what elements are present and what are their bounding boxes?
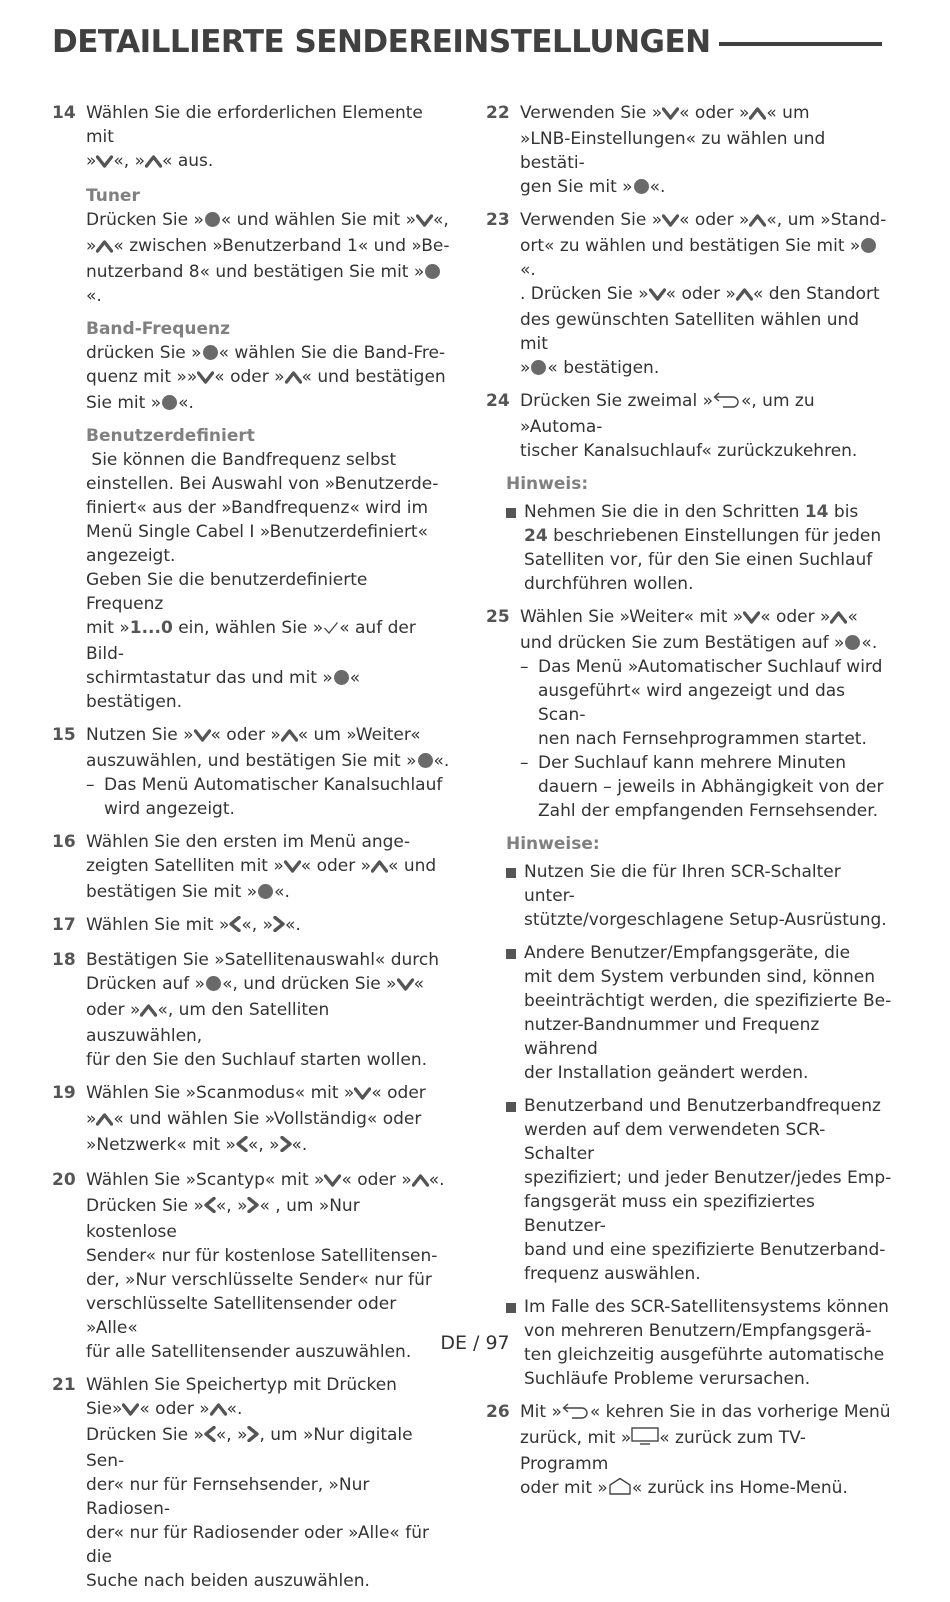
square-bullet-icon [506, 1303, 516, 1313]
ok-button-icon [425, 264, 440, 279]
chevron-right-icon [280, 1135, 292, 1159]
dash-item: – Das Menü »Automatischer Suchlauf wird ausgeführt« wird angezeigt und das Scan- nen nach Fernsehprogrammen startet. [520, 657, 883, 749]
chevron-left-icon [204, 1196, 216, 1220]
chevron-up-icon [736, 284, 753, 308]
step-14: 14 Wählen Sie die erforderlichen Elemente mit » «, » « aus. Tuner Drücken Sie » « und wählen Sie mit » «, » « zwischen »Benutzerband 1« und »Be- nutzerband 8« und bestätigen Sie mit »«. Band-Frequenz drücken Sie » « wählen Sie die Band-Fre- quenz mit »» « oder » « und bestätigen Sie mit » «. Benutzerdefiniert Sie können die Bandfrequenz selbst einstellen. Bei Auswahl von »Benutzerde- finiert« aus der »Bandfrequenz« wird im Menü Single Cabel I »Benutzerdefiniert« angezeigt. Geben Sie die benutzerdefinierte Frequenz mit »1...0 ein, wählen Sie » « auf der Bild- schirmtastatur das und mit » « bestätigen. [52, 103, 450, 712]
chevron-up-icon [210, 1399, 227, 1423]
step-number: 21 [52, 1375, 76, 1395]
note-bullet: Benutzerband und Benutzerbandfrequenz werden auf dem verwendeten SCR-Schalter spezifiziert; und jeder Benutzer/jedes Emp- fangsgerät muss ein spezifiziertes Benutzer- band und eine spezifizierte Benutzerband- frequenz auswählen. [506, 1094, 892, 1286]
home-icon [608, 1477, 632, 1502]
chevron-right-icon [247, 1425, 259, 1449]
ok-button-icon [531, 360, 546, 375]
step-number: 22 [486, 103, 510, 123]
chevron-down-icon [324, 1170, 341, 1194]
chevron-down-icon [649, 284, 666, 308]
subheading-custom: Benutzerdefiniert [86, 426, 255, 446]
step-number: 18 [52, 950, 76, 970]
square-bullet-icon [506, 1102, 516, 1112]
ok-button-icon [205, 212, 220, 227]
ok-button-icon [418, 753, 433, 768]
tuner-section: Tuner Drücken Sie » « und wählen Sie mit » «, » « zwischen »Benutzerband 1« und »Be- nutzerband 8« und bestätigen Sie mit »«. [86, 186, 450, 306]
ok-button-icon [334, 670, 349, 685]
chevron-down-icon [743, 607, 760, 631]
note-bullet: Nehmen Sie die in den Schritten 14 bis 24 beschriebenen Einstellungen für jeden Satelliten vor, für den Sie einen Suchlauf durchführen wollen. [506, 500, 892, 596]
chevron-up-icon [96, 1109, 113, 1133]
chevron-down-icon [397, 974, 414, 998]
step-number: 23 [486, 210, 510, 230]
step-20: 20 Wählen Sie »Scantyp« mit » « oder » «. Drücken Sie » «, » « , um »Nur kostenlose Sender« nur für kostenlose Satellitensen- der, »Nur verschlüsselte Sender« nur für verschlüsselte Satellitensender oder »Alle« für alle Satellitensender auszuwählen. [52, 1170, 445, 1362]
notes-box [506, 832, 892, 1391]
chevron-up-icon [140, 1000, 157, 1024]
step-number: 17 [52, 915, 76, 935]
step-16: 16 Wählen Sie den ersten im Menü ange- zeigten Satelliten mit » « oder » « und bestätigen Sie mit » «. [52, 832, 437, 902]
tv-icon [631, 1427, 659, 1452]
step-number: 26 [486, 1402, 510, 1422]
chevron-down-icon [662, 103, 679, 127]
chevron-up-icon [371, 856, 388, 880]
chevron-down-icon [197, 367, 214, 391]
heading-rule [719, 42, 882, 46]
step-19: 19 Wählen Sie »Scanmodus« mit » « oder » « und wählen Sie »Vollständig« oder »Netzwerk« mit » «, » «. [52, 1081, 450, 1159]
step-number: 25 [486, 607, 510, 627]
step-18: 18 Bestätigen Sie »Satellitenauswahl« durch Drücken auf » «, und drücken Sie » « oder » «, um den Satelliten auszuwählen, für den Sie den Suchlauf starten wollen. [52, 950, 440, 1070]
page-heading [52, 20, 882, 64]
step-number: 15 [52, 725, 76, 745]
chevron-down-icon [354, 1083, 371, 1107]
chevron-up-icon [285, 367, 302, 391]
notes-heading: Hinweise: [506, 834, 600, 854]
chevron-up-icon [749, 103, 766, 127]
chevron-down-icon [662, 210, 679, 234]
subheading-band-frequency: Band-Frequenz [86, 319, 230, 339]
note-bullet: Nutzen Sie die für Ihren SCR-Schalter unter- stützte/vorgeschlagene Setup-Ausrüstung. [506, 860, 892, 932]
ok-button-icon [845, 635, 860, 650]
chevron-down-icon [284, 856, 301, 880]
custom-section: Benutzerdefiniert Sie können die Bandfrequenz selbst einstellen. Bei Auswahl von »Benutzerde- finiert« aus der »Bandfrequenz« wird im Menü Single Cabel I »Benutzerdefiniert« angezeigt. Geben Sie die benutzerdefinierte Frequenz mit »1...0 ein, wählen Sie » « auf der Bild- schirmtastatur das und mit » « bestätigen. [86, 424, 450, 714]
step-24: 24 Drücken Sie zweimal » «, um zu »Automa- tischer Kanalsuchlauf« zurückzukehren. [486, 391, 858, 461]
chevron-down-icon [96, 151, 113, 175]
step-17: 17 Wählen Sie mit » «, » «. [52, 913, 450, 939]
chevron-up-icon [749, 210, 766, 234]
step-25: 25 Wählen Sie »Weiter« mit » « oder » « und drücken Sie zum Bestätigen auf » «. – Das Menü »Automatischer Suchlauf wird ausgeführt« wird angezeigt und das Scan- nen nach Fernsehprogrammen startet. – Der Suchlauf kann mehrere Minuten dauern – jeweils in Abhängigkeit von der Zahl der empfangenden Fernsehsender. [486, 605, 892, 823]
subheading-tuner: Tuner [86, 186, 140, 206]
ok-button-icon [258, 884, 273, 899]
step-number: 20 [52, 1170, 76, 1190]
step-number: 24 [486, 391, 510, 411]
chevron-up-icon [412, 1170, 429, 1194]
note-box [506, 472, 892, 596]
step-number: 16 [52, 832, 76, 852]
back-arrow-icon [713, 391, 741, 415]
chevron-left-icon [236, 1135, 248, 1159]
step-number: 19 [52, 1083, 76, 1103]
dash-item: – Der Suchlauf kann mehrere Minuten dauern – jeweils in Abhängigkeit von der Zahl der empfangenden Fernsehsender. [520, 753, 884, 821]
right-column [486, 101, 892, 1511]
page-title: DETAILLIERTE SENDEREINSTELLUNGEN [52, 24, 711, 60]
chevron-up-icon [281, 725, 298, 749]
chevron-up-icon [145, 151, 162, 175]
chevron-right-icon [273, 915, 285, 939]
chevron-down-icon [194, 725, 211, 749]
check-mark-icon [323, 618, 339, 642]
step-22: 22 Verwenden Sie » « oder » « um »LNB-Einstellungen« zu wählen und bestäti- gen Sie mit » «. [486, 103, 826, 197]
step-number: 14 [52, 103, 76, 123]
ok-button-icon [203, 345, 218, 360]
chevron-up-icon [830, 607, 847, 631]
step-21: 21 Wählen Sie Speichertyp mit Drücken Sie» « oder » «. Drücken Sie » «, » , um »Nur digitale Sen- der« nur für Fernsehsender, »Nur Radiosen- der« nur für Radiosender oder »Alle« für die Suche nach beiden auszuwählen. [52, 1375, 429, 1591]
back-arrow-icon [562, 1402, 590, 1426]
chevron-left-icon [229, 915, 241, 939]
square-bullet-icon [506, 508, 516, 518]
chevron-down-icon [122, 1399, 139, 1423]
square-bullet-icon [506, 868, 516, 878]
chevron-down-icon [416, 210, 433, 234]
page-number: DE / 97 [440, 1332, 510, 1354]
ok-button-icon [634, 179, 649, 194]
ok-button-icon [206, 976, 221, 991]
note-bullet: Andere Benutzer/Empfangsgeräte, die mit dem System verbunden sind, können beeinträchtigt werden, die spezifizierte Be- nutzer-Bandnummer und Frequenz während der Installation geändert werden. [506, 941, 892, 1085]
dash-item: – Das Menü Automatischer Kanalsuchlauf wird angezeigt. [86, 775, 443, 819]
note-heading: Hinweis: [506, 474, 589, 494]
chevron-left-icon [204, 1425, 216, 1449]
note-bullet: Im Falle des SCR-Satellitensystems können von mehreren Benutzern/Empfangsgerä- ten gleichzeitig ausgeführte automatische Suchläufe Probleme verursachen. [506, 1295, 892, 1391]
chevron-up-icon [96, 236, 113, 260]
ok-button-icon [861, 238, 876, 253]
step-15: 15 Nutzen Sie » « oder » « um »Weiter« auszuwählen, und bestätigen Sie mit » «. – Das Menü Automatischer Kanalsuchlauf wird angezeigt. [52, 725, 450, 819]
chevron-right-icon [247, 1196, 259, 1220]
left-column [52, 101, 450, 1602]
square-bullet-icon [506, 949, 516, 959]
ok-button-icon [162, 395, 177, 410]
band-frequency-section: Band-Frequenz drücken Sie » « wählen Sie die Band-Fre- quenz mit »» « oder » « und bestätigen Sie mit » «. [86, 317, 450, 415]
step-26: 26 Mit » « kehren Sie in das vorherige Menü zurück, mit » « zurück zum TV-Programm oder mit » « zurück ins Home-Menü. [486, 1400, 892, 1502]
step-23: 23 Verwenden Sie » « oder » «, um »Stand- ort« zu wählen und bestätigen Sie mit »«. . Drücken Sie » « oder » « den Standort des gewünschten Satelliten wählen und mit » « bestätigen. [486, 210, 887, 378]
